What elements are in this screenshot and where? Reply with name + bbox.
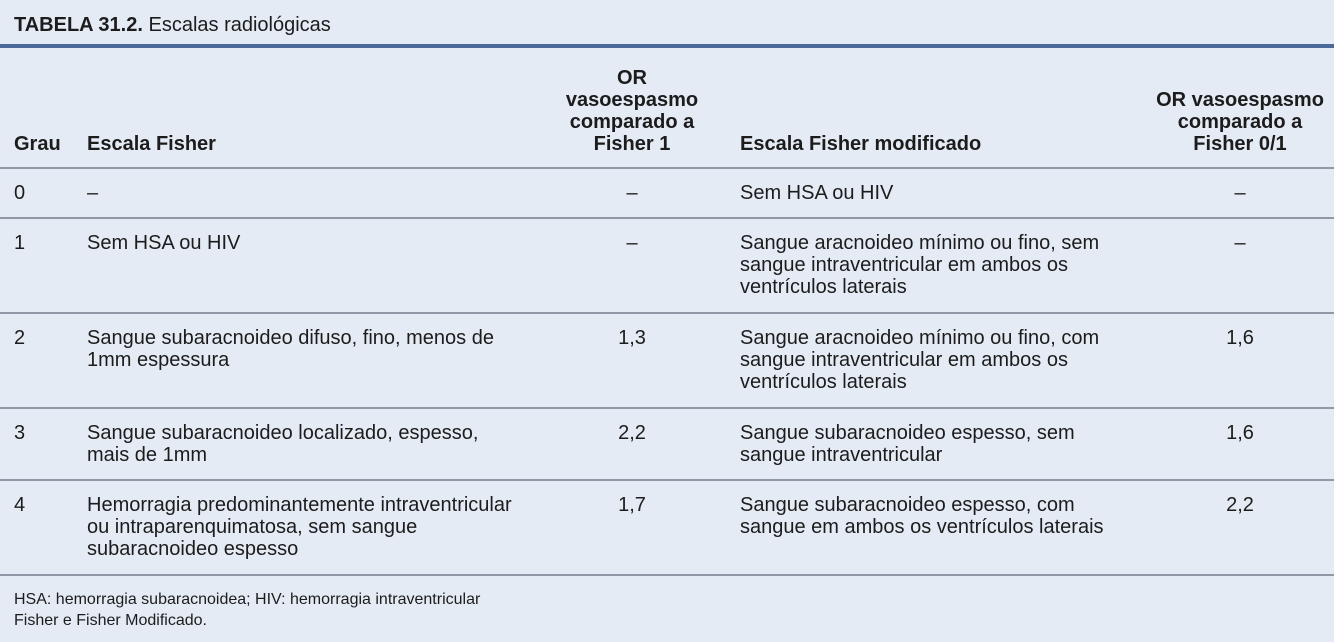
or-fisher-1-cell: –	[626, 182, 638, 204]
header-or-fisher-1-line: vasoespasmo	[565, 89, 699, 111]
cell-line: Sangue subaracnoideo difuso, fino, menos de	[87, 327, 494, 349]
cell-line: ventrículos laterais	[740, 276, 907, 298]
cell-line: mais de 1mm	[87, 444, 208, 466]
or-fisher-1-cell: 1,3	[618, 327, 646, 349]
escala-fisher-cell	[87, 327, 527, 371]
cell-line: –	[87, 182, 99, 204]
header-or-fisher-1	[562, 67, 702, 155]
table-title-bar	[0, 0, 1334, 48]
header-or-fisher-0-1-line: comparado a	[1177, 111, 1303, 133]
header-or-fisher-0-1	[1145, 89, 1334, 155]
header-or-fisher-0-1-line: OR vasoespasmo	[1156, 89, 1324, 111]
escala-fisher-modificado-cell	[740, 422, 1140, 466]
cell-line: sangue intraventricular em ambos os	[740, 254, 1068, 276]
table-row	[0, 169, 1334, 219]
or-fisher-1-cell: 1,7	[618, 494, 646, 516]
or-fisher-1-cell: –	[626, 232, 638, 254]
table-row	[0, 409, 1334, 481]
table-row	[0, 314, 1334, 409]
cell-line: ou intraparenquimatosa, sem sangue	[87, 516, 418, 538]
footnote: HSA: hemorragia subaracnoidea; HIV: hemorragia intraventricular	[14, 591, 481, 608]
escala-fisher-modificado-cell	[740, 327, 1140, 393]
cell-line: sangue intraventricular	[740, 444, 943, 466]
cell-line: Sem HSA ou HIV	[740, 182, 894, 204]
or-fisher-0-1-cell: –	[1234, 232, 1246, 254]
cell-line: Sangue subaracnoideo localizado, espesso,	[87, 422, 479, 444]
table-title-text: Escalas radiológicas	[148, 14, 331, 36]
escala-fisher-cell	[87, 182, 527, 204]
cell-line: 1mm espessura	[87, 349, 230, 371]
header-or-fisher-1-line: Fisher 1	[593, 133, 671, 155]
cell-line: sangue em ambos os ventrículos laterais	[740, 516, 1104, 538]
cell-line: ventrículos laterais	[740, 371, 907, 393]
escala-fisher-cell	[87, 232, 527, 254]
cell-line: Sem HSA ou HIV	[87, 232, 241, 254]
or-fisher-0-1-cell: 2,2	[1226, 494, 1254, 516]
cell-line: Sangue aracnoideo mínimo ou fino, com	[740, 327, 1100, 349]
grau-cell: 4	[14, 494, 26, 516]
cell-line: subaracnoideo espesso	[87, 538, 299, 560]
escala-fisher-cell	[87, 494, 527, 560]
table-footnotes	[14, 589, 480, 631]
or-fisher-1-cell: 2,2	[618, 422, 646, 444]
header-or-fisher-0-1-line: Fisher 0/1	[1193, 133, 1287, 155]
header-escala-fisher: Escala Fisher	[87, 133, 216, 155]
radiological-scales-table	[0, 52, 1334, 576]
header-escala-fisher-modificado: Escala Fisher modificado	[740, 133, 982, 155]
table-row	[0, 219, 1334, 314]
table-header-row	[0, 52, 1334, 169]
cell-line: Sangue aracnoideo mínimo ou fino, sem	[740, 232, 1100, 254]
or-fisher-0-1-cell: –	[1234, 182, 1246, 204]
cell-line: Sangue subaracnoideo espesso, com	[740, 494, 1075, 516]
grau-cell: 0	[14, 182, 26, 204]
table-title-label: TABELA 31.2.	[14, 14, 143, 36]
cell-line: Sangue subaracnoideo espesso, sem	[740, 422, 1075, 444]
escala-fisher-modificado-cell	[740, 232, 1140, 298]
footnote: Fisher e Fisher Modificado.	[14, 612, 207, 629]
cell-line: Hemorragia predominantemente intraventricular	[87, 494, 512, 516]
header-grau: Grau	[14, 133, 61, 155]
table-row	[0, 481, 1334, 576]
header-or-fisher-1-line: OR	[617, 67, 647, 89]
header-or-fisher-1-line: comparado a	[569, 111, 695, 133]
cell-line: sangue intraventricular em ambos os	[740, 349, 1068, 371]
escala-fisher-cell	[87, 422, 527, 466]
table-title	[14, 13, 331, 37]
grau-cell: 1	[14, 232, 26, 254]
grau-cell: 3	[14, 422, 26, 444]
escala-fisher-modificado-cell	[740, 494, 1140, 538]
or-fisher-0-1-cell: 1,6	[1226, 327, 1254, 349]
or-fisher-0-1-cell: 1,6	[1226, 422, 1254, 444]
grau-cell: 2	[14, 327, 26, 349]
escala-fisher-modificado-cell	[740, 182, 1140, 204]
